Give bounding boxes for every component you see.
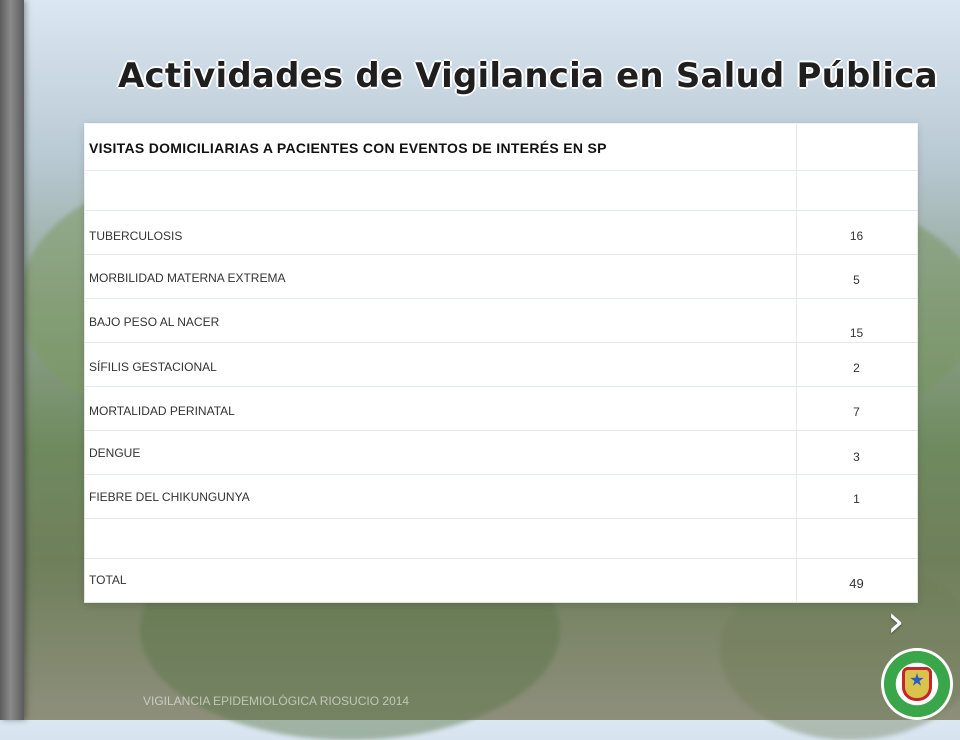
table-row [85, 474, 917, 518]
row-value: 15 [849, 326, 864, 340]
slide-title: Actividades de Vigilancia en Salud Pública [118, 56, 938, 96]
table-row-blank [85, 518, 917, 558]
total-value: 49 [849, 576, 864, 591]
table-column-divider [796, 124, 797, 170]
seal-shield-icon [902, 667, 932, 701]
chevron-right-icon[interactable]: › [887, 596, 905, 647]
row-value: 7 [853, 405, 860, 419]
row-label: MORTALIDAD PERINATAL [89, 404, 235, 418]
slide-left-bar [0, 0, 24, 720]
total-label: TOTAL [89, 573, 127, 587]
row-value: 5 [853, 273, 860, 287]
row-label: BAJO PESO AL NACER [89, 315, 220, 329]
table-column-divider [796, 519, 797, 558]
table-row [85, 298, 917, 342]
table-total-row [85, 558, 917, 602]
row-value: 16 [849, 229, 864, 243]
row-label: SÍFILIS GESTACIONAL [89, 360, 217, 374]
row-label: MORBILIDAD MATERNA EXTREMA [89, 271, 286, 285]
table-row [85, 386, 917, 430]
table-row [85, 430, 917, 474]
row-value: 2 [853, 361, 860, 375]
municipal-seal-icon [884, 651, 950, 717]
table-header-label: VISITAS DOMICILIARIAS A PACIENTES CON EVENTOS DE INTERÉS EN SP [89, 140, 607, 156]
row-label: DENGUE [89, 446, 141, 460]
data-table [85, 124, 917, 602]
row-label: TUBERCULOSIS [89, 229, 183, 243]
slide-footer: VIGILANCIA EPIDEMIOLÓGICA RIOSUCIO 2014 [143, 694, 410, 708]
table-row-blank [85, 170, 917, 210]
row-label: FIEBRE DEL CHIKUNGUNYA [89, 490, 250, 504]
table-row [85, 342, 917, 386]
table-row [85, 210, 917, 254]
row-value: 3 [853, 450, 860, 464]
table-row [85, 254, 917, 298]
table-header-row [85, 124, 917, 170]
row-value: 1 [853, 492, 860, 506]
table-column-divider [796, 171, 797, 210]
